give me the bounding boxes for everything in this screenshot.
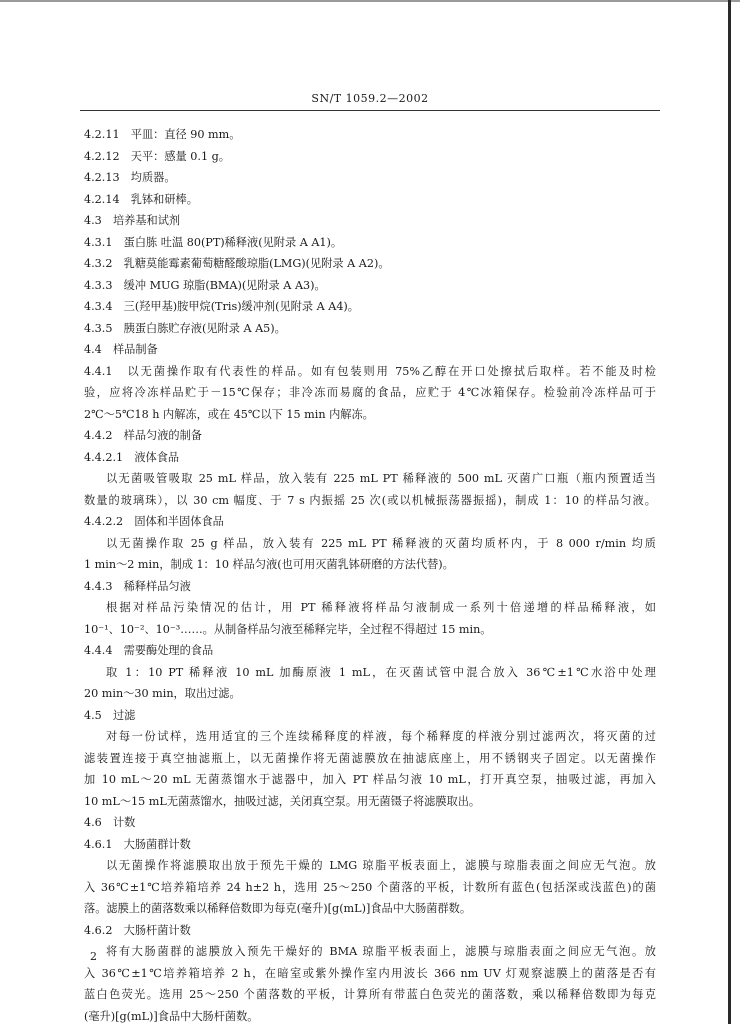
text-line: 4.3.3 缓冲 MUG 琼脂(BMA)(见附录 A A3)。 <box>84 275 656 297</box>
text-line: 4.4.2 样品匀液的制备 <box>84 425 656 447</box>
text-line: 4.2.11 平皿：直径 90 mm。 <box>84 124 656 146</box>
page-number: 2 <box>90 950 97 963</box>
header-rule <box>80 110 660 111</box>
scan-right-edge <box>728 0 731 1024</box>
text-line: 入 36℃±1℃培养箱培养 24 h±2 h，选用 25～250 个菌落的平板，计数所有蓝色(包括深或浅蓝色)的菌 <box>84 877 656 899</box>
text-line: 4.5 过滤 <box>84 705 656 727</box>
text-line: 4.3.1 蛋白胨 吐温 80(PT)稀释液(见附录 A A1)。 <box>84 232 656 254</box>
body-text <box>84 124 656 1027</box>
text-line: 4.3.2 乳糖莫能霉素葡萄糖醛酸琼脂(LMG)(见附录 A A2)。 <box>84 253 656 275</box>
text-line: 4.3.5 胰蛋白胨贮存液(见附录 A A5)。 <box>84 318 656 340</box>
text-line: 以无菌操作将滤膜取出放于预先干燥的 LMG 琼脂平板表面上，滤膜与琼脂表面之间应无气泡。放 <box>84 855 656 877</box>
text-line: 4.6 计数 <box>84 812 656 834</box>
text-line: 4.4.3 稀释样品匀液 <box>84 576 656 598</box>
text-line: 4.2.13 均质器。 <box>84 167 656 189</box>
text-line: 4.4 样品制备 <box>84 339 656 361</box>
text-line: 4.4.1 以无菌操作取有代表性的样品。如有包装则用 75%乙醇在开口处擦拭后取样。若不能及时检 <box>84 361 656 383</box>
text-line: 根据对样品污染情况的估计，用 PT 稀释液将样品匀液制成一系列十倍递增的样品稀释液，如 <box>84 597 656 619</box>
scan-top-edge <box>0 0 740 2</box>
text-line: 10⁻¹、10⁻²、10⁻³……。从制备样品匀液至稀释完毕，全过程不得超过 15 min。 <box>84 619 656 641</box>
text-line: 蓝白色荧光。选用 25～250 个菌落数的平板，计算所有带蓝白色荧光的菌落数，乘以稀释倍数即为每克 <box>84 984 656 1006</box>
text-line: 20 min～30 min，取出过滤。 <box>84 683 656 705</box>
text-line: (毫升)[g(mL)]食品中大肠杆菌数。 <box>84 1006 656 1027</box>
text-line: 入 36℃±1℃培养箱培养 2 h，在暗室或紫外操作室内用波长 366 nm UV 灯观察滤膜上的菌落是否有 <box>84 963 656 985</box>
text-line: 加 10 mL～20 mL 无菌蒸馏水于滤器中，加入 PT 样品匀液 10 mL，打开真空泵，抽吸过滤，再加入 <box>84 769 656 791</box>
standard-number-header: SN/T 1059.2—2002 <box>80 92 660 105</box>
text-line: 4.4.4 需要酶处理的食品 <box>84 640 656 662</box>
text-line: 验，应将冷冻样品贮于－15℃保存；非冷冻而易腐的食品，应贮于 4℃冰箱保存。检验前冷冻样品可于 <box>84 382 656 404</box>
text-line: 4.3.4 三(羟甲基)胺甲烷(Tris)缓冲剂(见附录 A A4)。 <box>84 296 656 318</box>
text-line: 数量的玻璃珠），以 30 cm 幅度、于 7 s 内振摇 25 次(或以机械振荡器振摇)，制成 1：10 的样品匀液。 <box>84 490 656 512</box>
text-line: 10 mL～15 mL无菌蒸馏水，抽吸过滤，关闭真空泵。用无菌镊子将滤膜取出。 <box>84 791 656 813</box>
text-line: 4.2.14 乳钵和研棒。 <box>84 189 656 211</box>
text-line: 4.2.12 天平：感量 0.1 g。 <box>84 146 656 168</box>
text-line: 对每一份试样，选用适宜的三个连续稀释度的样液，每个稀释度的样液分别过滤两次，将灭菌的过 <box>84 726 656 748</box>
text-line: 4.3 培养基和试剂 <box>84 210 656 232</box>
text-line: 4.6.2 大肠杆菌计数 <box>84 920 656 942</box>
text-line: 4.4.2.1 液体食品 <box>84 447 656 469</box>
text-line: 以无菌操作取 25 g 样品，放入装有 225 mL PT 稀释液的灭菌均质杯内，于 8 000 r/min 均质 <box>84 533 656 555</box>
text-line: 以无菌吸管吸取 25 mL 样品，放入装有 225 mL PT 稀释液的 500 mL 灭菌广口瓶（瓶内预置适当 <box>84 468 656 490</box>
text-line: 将有大肠菌群的滤膜放入预先干燥好的 BMA 琼脂平板表面上，滤膜与琼脂表面之间应无气泡。放 <box>84 941 656 963</box>
text-line: 4.4.2.2 固体和半固体食品 <box>84 511 656 533</box>
text-line: 4.6.1 大肠菌群计数 <box>84 834 656 856</box>
text-line: 1 min～2 min，制成 1：10 样品匀液(也可用灭菌乳钵研磨的方法代替)。 <box>84 554 656 576</box>
text-line: 2℃～5℃18 h 内解冻，或在 45℃以下 15 min 内解冻。 <box>84 404 656 426</box>
text-line: 滤装置连接于真空抽滤瓶上，以无菌操作将无菌滤膜放在抽滤底座上，用不锈钢夹子固定。以无菌操作 <box>84 748 656 770</box>
text-line: 落。滤膜上的菌落数乘以稀释倍数即为每克(毫升)[g(mL)]食品中大肠菌群数。 <box>84 898 656 920</box>
text-line: 取 1：10 PT 稀释液 10 mL 加酶原液 1 mL，在灭菌试管中混合放入 36℃±1℃水浴中处理 <box>84 662 656 684</box>
